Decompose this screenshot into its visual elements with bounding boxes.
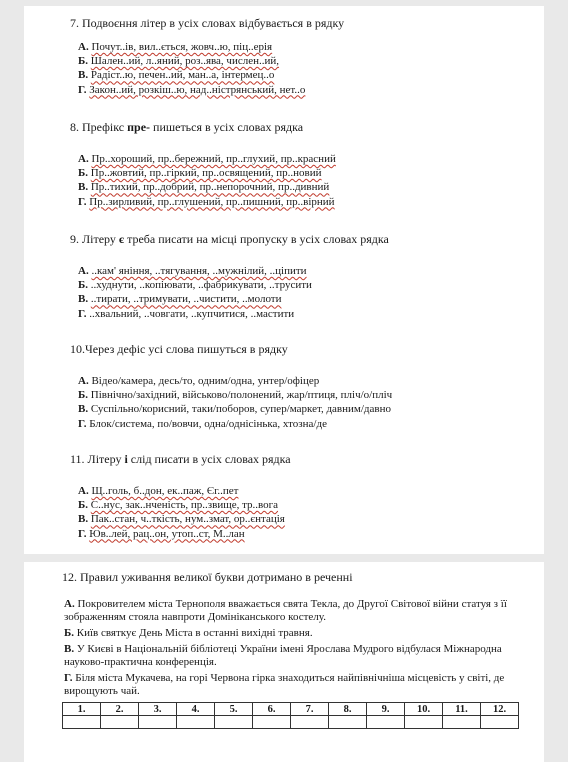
question-9-options xyxy=(78,264,312,321)
q9-option-c: В. ..тирати, ..тримувати, ..чистити, ..молоти xyxy=(78,293,282,306)
q10-option-b: Б. Північно/західний, військово/полонений, жар/птиця, пліч/о/пліч xyxy=(78,389,393,402)
q12-option-b: Б. Київ святкує День Міста в останні вихідні травня. xyxy=(64,627,313,639)
answer-input-cell[interactable] xyxy=(63,716,101,729)
answer-cell-label: 2. xyxy=(101,703,139,716)
answer-input-cell[interactable] xyxy=(139,716,177,729)
question-10-options xyxy=(78,374,392,431)
answer-input-cell[interactable] xyxy=(443,716,481,729)
answer-cell-label: 5. xyxy=(215,703,253,716)
q10-option-c: В. Суспільно/корисний, таки/поборов, супер/маркет, давним/давно xyxy=(78,403,391,416)
q12-option-d: Г. Біля міста Мукачева, на горі Червона гірка знаходиться найпівнічніша місцевість у світі, де вирощують чай. xyxy=(64,672,505,697)
answer-cell-label: 12. xyxy=(481,703,519,716)
q8-option-d: Г. Пр..зирливий, пр..глушений, пр..пишний, пр..вірний xyxy=(78,195,335,208)
q9-option-d: Г. ..хвальний, ..човгати, ..купчитися, ..мастити xyxy=(78,307,295,320)
question-11-options xyxy=(78,484,285,541)
answer-table xyxy=(62,702,519,729)
q8-option-a: А. Пр..хороший, пр..бережний, пр..глухий, пр..красний xyxy=(78,153,336,165)
test-page-2 xyxy=(24,562,544,762)
answer-input-cell[interactable] xyxy=(329,716,367,729)
question-8-title: 8. Префікс пре- пишеться в усіх словах рядка xyxy=(70,120,304,134)
answer-cell-label: 3. xyxy=(139,703,177,716)
answer-input-cell[interactable] xyxy=(101,716,139,729)
q11-option-a: А. Щ..голь, б..дон, ек..паж, Єг..пет xyxy=(78,485,239,497)
answer-input-cell[interactable] xyxy=(367,716,405,729)
question-9-title: 9. Літеру є треба писати на місці пропуску в усіх словах рядка xyxy=(70,232,389,246)
question-10-title: 10.Через дефіс усі слова пишуться в рядку xyxy=(70,342,288,356)
q12-option-a: А. Покровителем міста Тернополя вважається свята Текла, до Другої Світової війни статуя з її зображенням стояла навпроти Домініканського костелу. xyxy=(64,598,507,623)
question-8-options xyxy=(78,152,336,209)
test-page-1 xyxy=(24,6,544,554)
answer-input-cell[interactable] xyxy=(177,716,215,729)
q8-option-b: Б. Пр..жовтий, пр..гіркий, пр..освящений, пр..новий xyxy=(78,167,322,180)
answer-table-header-row xyxy=(63,703,519,716)
question-7-title: 7. Подвоєння літер в усіх словах відбувається в рядку xyxy=(70,16,345,30)
question-11-title: 11. Літеру і слід писати в усіх словах рядка xyxy=(70,452,291,466)
q11-option-c: В. Пак..стан, ч..ткість, нум..змат, ор..єнтація xyxy=(78,513,285,526)
question-7-options xyxy=(78,40,305,97)
q9-option-b: Б. ..худнути, ..копіювати, ..фабрикувати, ..трусити xyxy=(78,279,312,292)
q10-option-d: Г. Блок/система, по/вовчи, одна/однісінька, хтозна/де xyxy=(78,417,327,430)
answer-cell-label: 7. xyxy=(291,703,329,716)
question-12-title: 12. Правил уживання великої букви дотримано в реченні xyxy=(62,570,353,584)
answer-cell-label: 6. xyxy=(253,703,291,716)
answer-input-cell[interactable] xyxy=(405,716,443,729)
answer-cell-label: 4. xyxy=(177,703,215,716)
answer-cell-label: 11. xyxy=(443,703,481,716)
q7-option-d: Г. Закон..ий, розкіш..ю, над..ністрянський, нет..о xyxy=(78,83,306,96)
q7-option-b: Б. Шален..ий, л..яний, роз..ява, числен..ий, xyxy=(78,55,280,68)
answer-input-cell[interactable] xyxy=(253,716,291,729)
q9-option-a: А. ..кам' яніння, ..тягування, ..мужнілий, ..ціпити xyxy=(78,265,307,277)
answer-cell-label: 1. xyxy=(63,703,101,716)
q7-option-a: А. Почут..ів, вил..ється, жовч..ю, піц..ерія xyxy=(78,41,273,53)
q11-option-b: Б. С..нус, зак..нченість, пр..звище, тр..вога xyxy=(78,499,279,512)
answer-cell-label: 10. xyxy=(405,703,443,716)
q7-option-c: В. Радіст..ю, печен..ий, ман..а, інтермец..о xyxy=(78,69,275,82)
q11-option-d: Г. Юв..лей, рац..он, утоп..ст, М..лан xyxy=(78,527,245,540)
answer-input-cell[interactable] xyxy=(291,716,329,729)
answer-table-input-row xyxy=(63,716,519,729)
question-12-options xyxy=(64,598,534,701)
answer-cell-label: 9. xyxy=(367,703,405,716)
q10-option-a: А. Відео/камера, десь/то, одним/одна, унтер/офіцер xyxy=(78,375,320,387)
answer-input-cell[interactable] xyxy=(481,716,519,729)
q12-option-c: В. У Києві в Національній бібліотеці України імені Ярослава Мудрого відбулася Міжнародна науково-практична конференція. xyxy=(64,643,502,668)
answer-cell-label: 8. xyxy=(329,703,367,716)
q8-option-c: В. Пр..тихий, пр..добрий, пр..непорочний, пр..дивний xyxy=(78,181,330,194)
answer-input-cell[interactable] xyxy=(215,716,253,729)
